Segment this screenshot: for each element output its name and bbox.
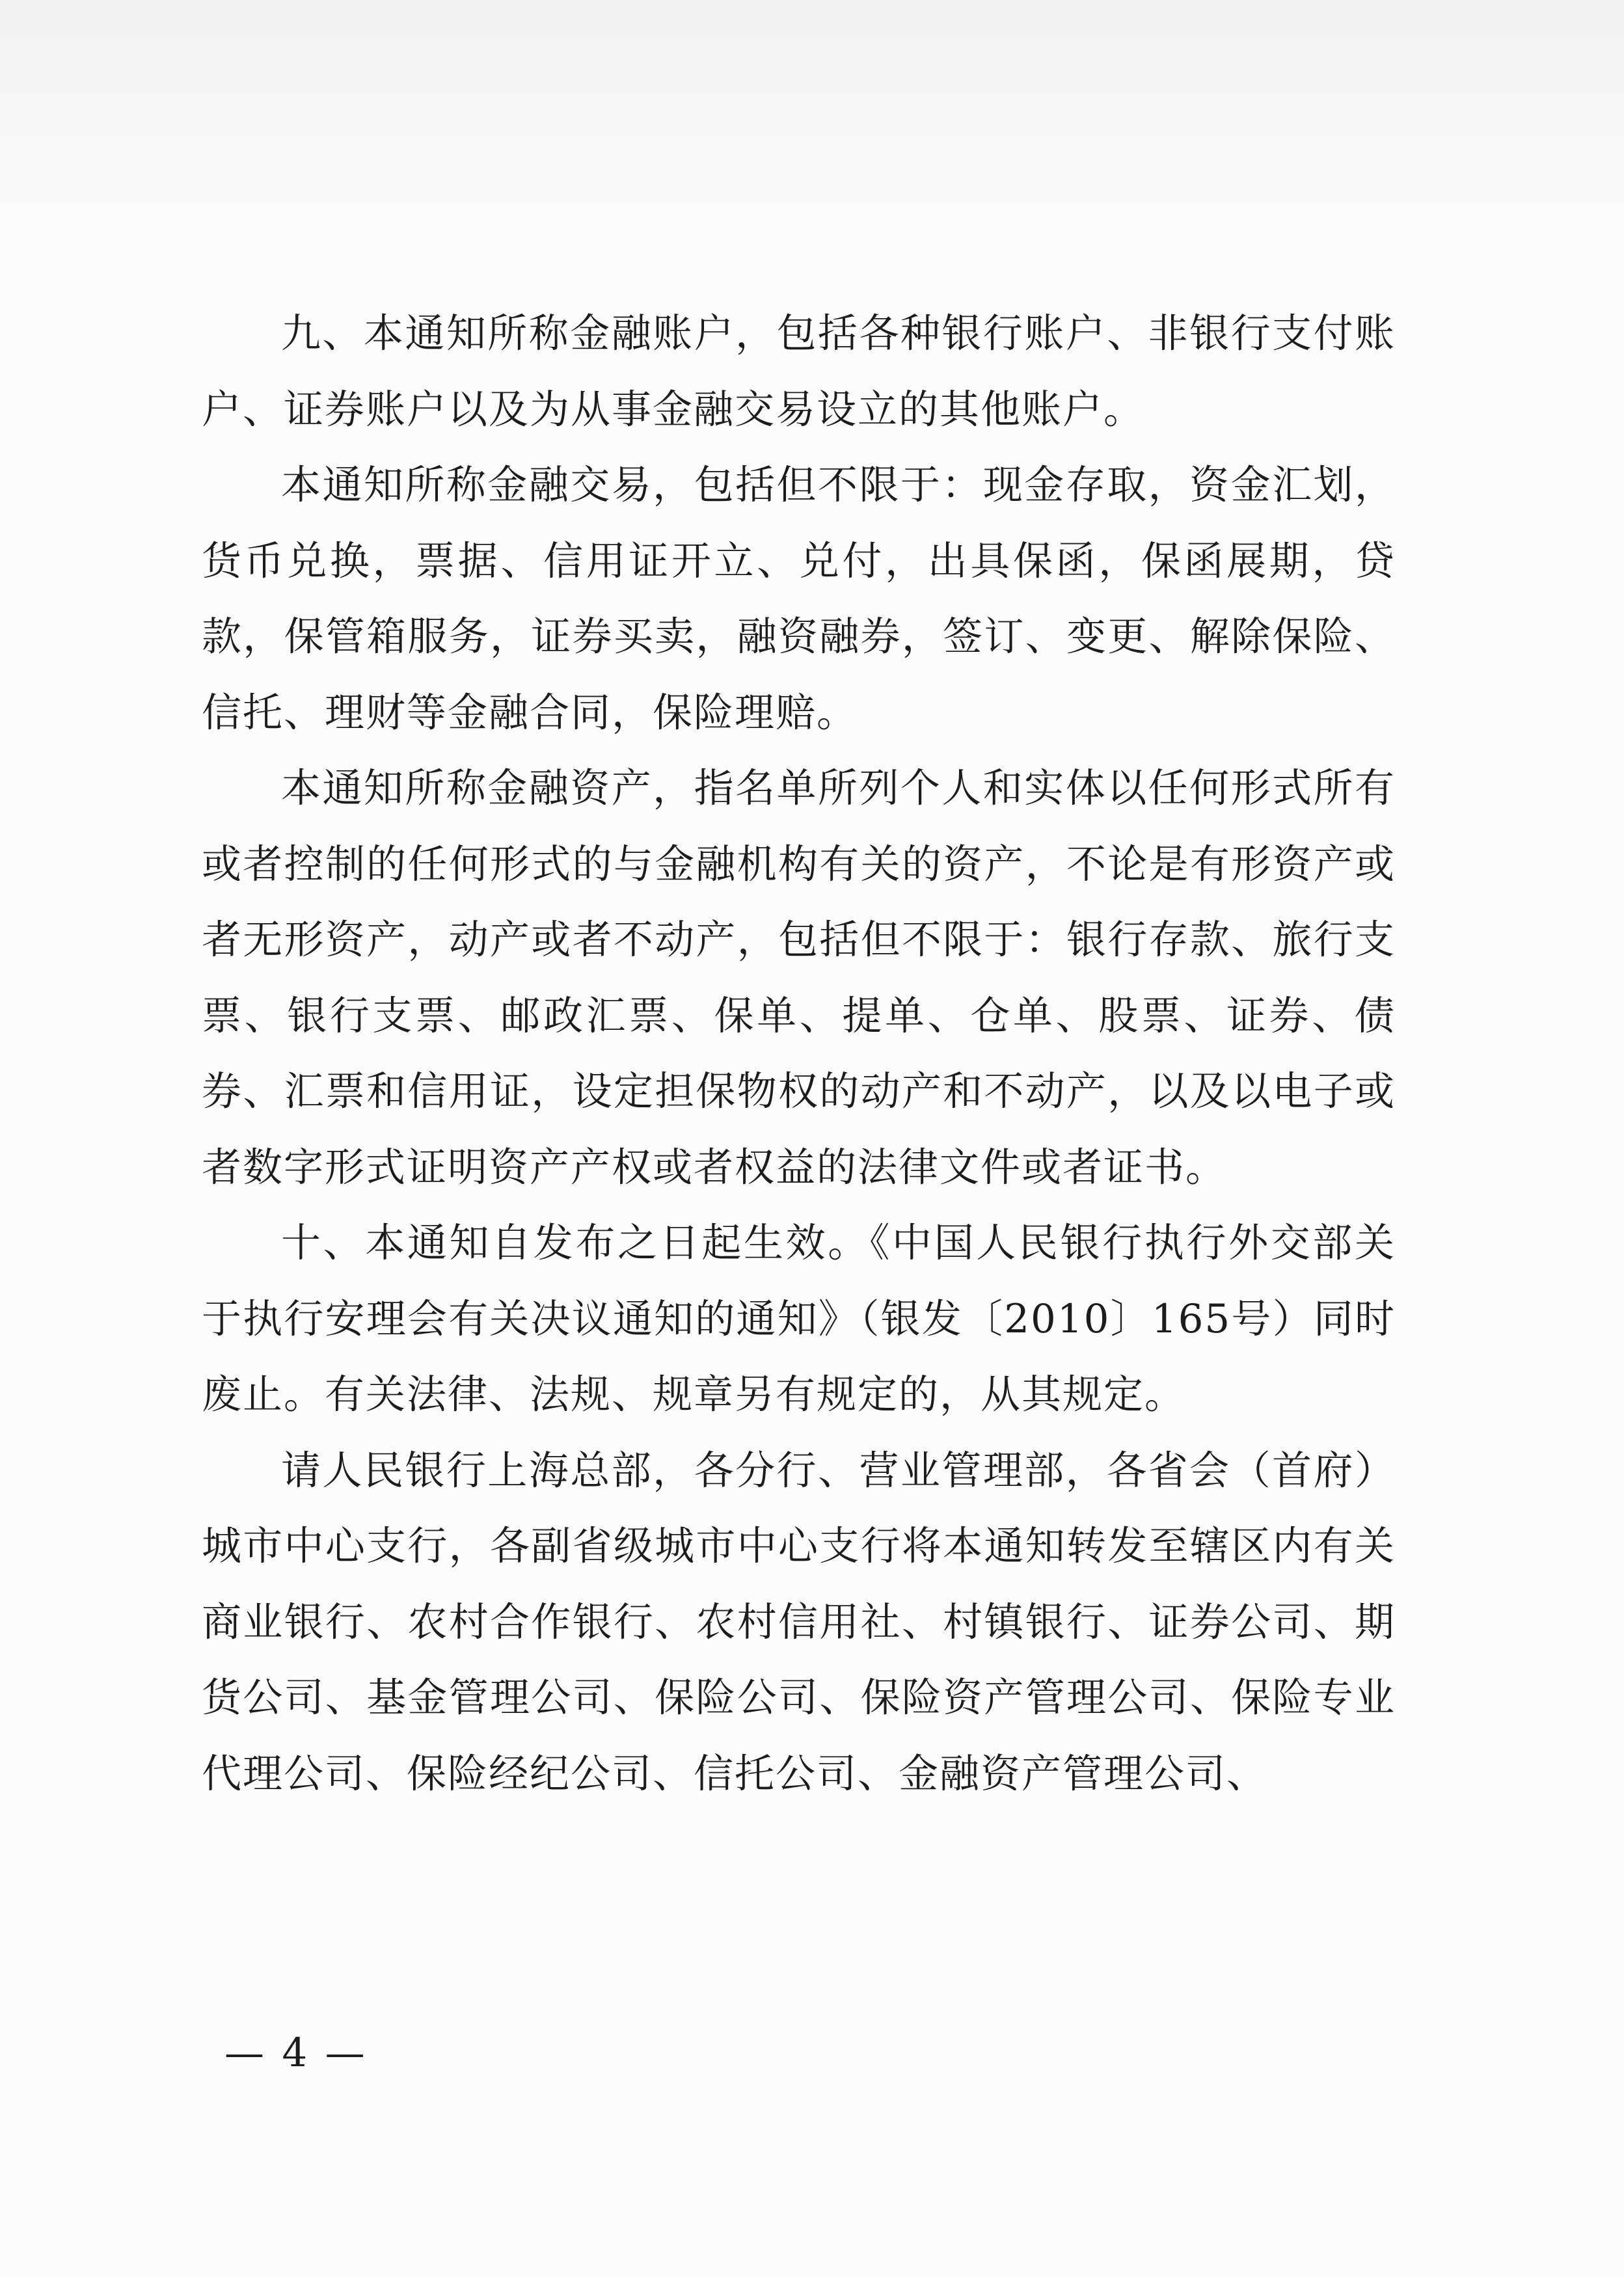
paragraph-financial-transactions: 本通知所称金融交易，包括但不限于：现金存取，资金汇划，货币兑换，票据、信用证开立、兑付，出具保函，保函展期，贷款，保管箱服务，证券买卖，融资融券，签订、变更、解除保险、信托、理财等金融合同，保险理赔。 <box>202 462 1396 736</box>
page-number: — 4 — <box>224 2030 368 2076</box>
paragraph-forwarding-instruction: 请人民银行上海总部，各分行、营业管理部，各省会（首府）城市中心支行，各副省级城市中心支行将本通知转发至辖区内有关商业银行、农村合作银行、农村信用社、村镇银行、证券公司、期货公司、基金管理公司、保险公司、保险资产管理公司、保险专业代理公司、保险经纪公司、信托公司、金融资产管理公司、 <box>202 1447 1396 1797</box>
document-body <box>202 296 1396 1812</box>
scan-shading <box>0 0 1624 234</box>
paragraph-article-9-accounts: 九、本通知所称金融账户，包括各种银行账户、非银行支付账户、证券账户以及为从事金融交易设立的其他账户。 <box>202 310 1396 433</box>
paragraph-article-10-effective-date: 十、本通知自发布之日起生效。《中国人民银行执行外交部关于执行安理会有关决议通知的通知》（银发〔2010〕165号）同时废止。有关法律、法规、规章另有规定的，从其规定。 <box>202 1220 1396 1418</box>
paragraph-financial-assets: 本通知所称金融资产，指名单所列个人和实体以任何形式所有或者控制的任何形式的与金融机构有关的资产，不论是有形资产或者无形资产，动产或者不动产，包括但不限于：银行存款、旅行支票、银行支票、邮政汇票、保单、提单、仓单、股票、证券、债券、汇票和信用证，设定担保物权的动产和不动产，以及以电子或者数字形式证明资产产权或者权益的法律文件或者证书。 <box>202 765 1396 1191</box>
